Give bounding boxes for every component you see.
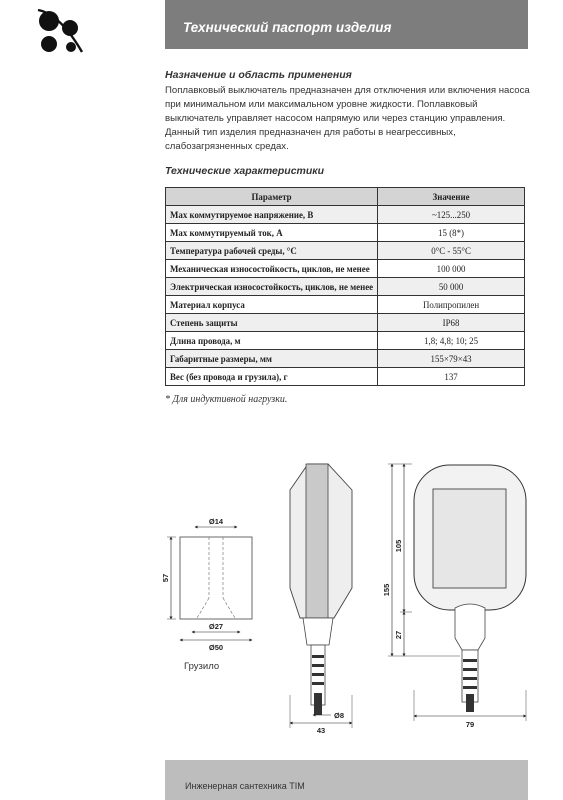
weight-caption: Грузило [184, 661, 220, 672]
table-row [166, 206, 525, 224]
value-cell: 137 [378, 368, 525, 386]
parameter-cell: Степень защиты [166, 314, 378, 332]
table-row [166, 296, 525, 314]
front-neck-dim: 27 [394, 630, 403, 640]
value-cell: 15 (8*) [378, 224, 525, 242]
header-bar [165, 0, 528, 49]
side-view-drawing [290, 464, 352, 728]
spec-table [165, 187, 525, 386]
side-width-dim: 43 [316, 726, 326, 735]
front-body-dim: 105 [394, 539, 403, 553]
table-header-row [166, 188, 525, 206]
table-row [166, 278, 525, 296]
parameter-cell: Температура рабочей среды, °C [166, 242, 378, 260]
value-cell: 155×79×43 [378, 350, 525, 368]
value-cell: 1,8; 4,8; 10; 25 [378, 332, 525, 350]
footer-bar [165, 760, 528, 800]
table-row [166, 260, 525, 278]
table-row [166, 368, 525, 386]
purpose-text: Поплавковый выключатель предназначен для отключения или включения насоса при минимальном или максимальном уровне жидкости. Поплавковый выключатель управляет насосом напрямую или через станцию управления. Данный тип изделия предназначен для работы в неагрессивных, слабозагрязненных средах. [165, 85, 530, 153]
table-row [166, 350, 525, 368]
footer-text: Инженерная сантехника ТІМ [185, 781, 305, 791]
value-cell: 0°C - 55°C [378, 242, 525, 260]
side-cable-dim: Ø8 [334, 711, 345, 720]
table-row [166, 332, 525, 350]
section-title-purpose: Назначение и область применения [165, 69, 352, 81]
front-width-dim: 79 [465, 720, 475, 729]
parameter-cell: Max коммутируемое напряжение, В [166, 206, 378, 224]
weight-hole-dim: Ø14 [208, 517, 224, 526]
company-logo [34, 6, 86, 56]
parameter-cell: Габаритные размеры, мм [166, 350, 378, 368]
parameter-cell: Механическая износостойкость, циклов, не менее [166, 260, 378, 278]
front-view-drawing [388, 464, 526, 721]
weight-mid-dim: Ø27 [208, 622, 224, 631]
section-title-specs: Технические характеристики [165, 165, 325, 177]
weight-height-dim: 57 [161, 573, 170, 583]
value-cell: 50 000 [378, 278, 525, 296]
value-cell: Полипропилен [378, 296, 525, 314]
parameter-cell: Max коммутируемый ток, А [166, 224, 378, 242]
value-cell: IP68 [378, 314, 525, 332]
footnote: * Для индуктивной нагрузки. [165, 394, 288, 405]
table-row [166, 224, 525, 242]
parameter-cell: Длина провода, м [166, 332, 378, 350]
front-total-dim: 155 [382, 583, 391, 597]
column-header-parameter: Параметр [166, 188, 378, 206]
technical-drawing [0, 440, 563, 740]
parameter-cell: Электрическая износостойкость, циклов, не менее [166, 278, 378, 296]
value-cell: ~125...250 [378, 206, 525, 224]
column-header-value: Значение [378, 188, 525, 206]
table-row [166, 314, 525, 332]
parameter-cell: Материал корпуса [166, 296, 378, 314]
weight-base-dim: Ø50 [208, 643, 224, 652]
page-title: Технический паспорт изделия [183, 20, 392, 35]
value-cell: 100 000 [378, 260, 525, 278]
table-row [166, 242, 525, 260]
parameter-cell: Вес (без провода и грузила), г [166, 368, 378, 386]
